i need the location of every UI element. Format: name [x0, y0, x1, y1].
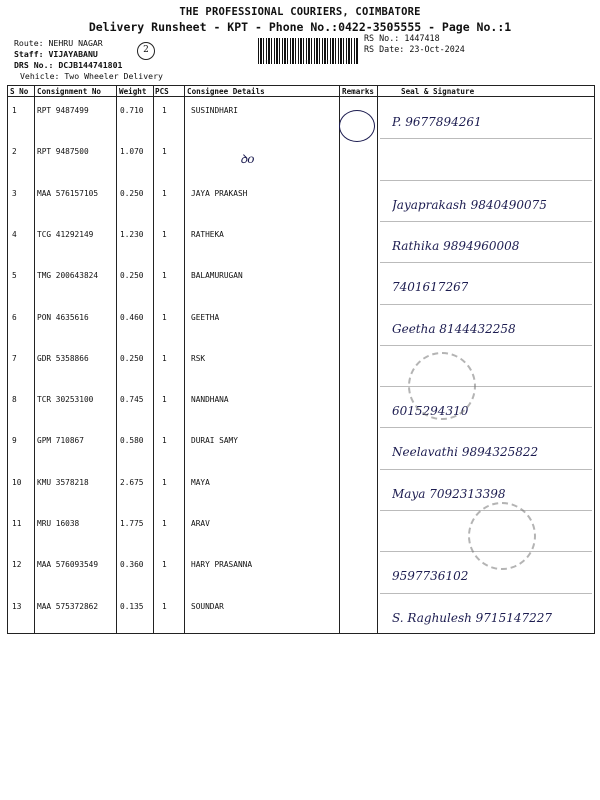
col-border	[184, 85, 185, 633]
header-seal-signature: Seal & Signature	[401, 87, 475, 96]
row-sno: 5	[12, 271, 17, 281]
rs-info	[364, 33, 465, 55]
header-weight: Weight	[119, 87, 147, 96]
route-label: Route: NEHRU NAGAR	[14, 38, 103, 48]
row-consignment-no: GPM 710867	[37, 436, 84, 446]
row-consignment-no: TCG 41292149	[37, 229, 94, 239]
row-weight: 0.360	[120, 560, 144, 570]
signature-separator	[380, 345, 592, 346]
row-sno: 1	[12, 106, 17, 115]
header-consignee: Consignee Details	[187, 87, 265, 96]
row-consignment-no: GDR 5358866	[37, 353, 89, 363]
header-remarks: Remarks	[342, 87, 375, 96]
row-consignment-no: MAA 576093549	[37, 560, 99, 570]
row-consignment-no: RPT 9487499	[37, 106, 89, 115]
signature-separator	[380, 138, 592, 139]
signature-separator	[380, 427, 592, 428]
row-sno: 9	[12, 436, 17, 446]
row-weight: 0.135	[120, 601, 144, 611]
col-border	[594, 85, 595, 633]
signature-separator	[380, 593, 592, 594]
row-consignment-no: TCR 30253100	[37, 395, 94, 405]
row-signature: Jayaprakash 9840490075	[392, 197, 547, 212]
row-sno: 10	[12, 477, 22, 487]
row-sno: 3	[12, 188, 17, 198]
header-pcs: PCS	[155, 87, 169, 96]
row-sno: 12	[12, 560, 22, 570]
table-top-border	[7, 85, 595, 86]
row-weight: 0.580	[120, 436, 144, 446]
row-consignment-no: KMU 3578218	[37, 477, 89, 487]
row-weight: 1.070	[120, 147, 144, 157]
row-weight: 0.250	[120, 188, 144, 198]
runsheet-subtitle: Delivery Runsheet - KPT - Phone No.:0422-3505555 - Page No.:1	[88, 20, 512, 34]
col-border	[153, 85, 154, 633]
row-weight: 0.710	[120, 106, 144, 115]
row-consignee: SUSINDHARI	[191, 106, 238, 115]
row-pcs: 1	[162, 147, 167, 157]
row-consignee: BALAMURUGAN	[191, 271, 243, 281]
header-sno: S No	[10, 87, 29, 96]
col-border	[7, 85, 8, 633]
drs-number: DRS No.: DCJB144741801	[14, 60, 123, 70]
row-pcs: 1	[162, 229, 167, 239]
courier-stamp	[468, 502, 536, 570]
staff-label: Staff: VIJAYABANU	[14, 49, 98, 59]
row-consignee: RSK	[191, 353, 206, 363]
row-signature: P. 9677894261	[392, 115, 482, 129]
signature-separator	[380, 469, 592, 470]
row1-remark-mark	[339, 110, 375, 142]
row-pcs: 1	[162, 477, 167, 487]
row-sno: 6	[12, 312, 17, 322]
row-consignee: GEETHA	[191, 312, 220, 322]
row-signature: Neelavathi 9894325822	[392, 445, 539, 460]
row-consignee: ARAV	[191, 519, 210, 528]
col-border	[339, 85, 340, 633]
row-weight: 2.675	[120, 477, 144, 487]
header-consignment: Consignment No	[37, 87, 102, 96]
row-consignee: HARY PRASANNA	[191, 560, 253, 570]
row-consignment-no: PON 4635616	[37, 312, 89, 322]
rs-number: RS No.: 1447418	[364, 33, 440, 43]
row-consignment-no: MRU 16038	[37, 519, 80, 528]
row-signature: 9597736102	[392, 569, 469, 584]
barcode	[258, 38, 358, 64]
row-signature: Geetha 8144432258	[392, 321, 516, 336]
circled-page-mark: 2	[137, 42, 155, 60]
row-weight: 0.250	[120, 353, 144, 363]
row-signature: 6015294310	[392, 404, 469, 419]
row-consignment-no: TMG 200643824	[37, 271, 99, 281]
row-consignment-no: RPT 9487500	[37, 147, 89, 157]
row-consignee: RATHEKA	[191, 229, 224, 239]
row-pcs: 1	[162, 560, 167, 570]
row-pcs: 1	[162, 312, 167, 322]
signature-separator	[380, 221, 592, 222]
row-consignee: JAYA PRAKASH	[191, 188, 248, 198]
row-sno: 4	[12, 229, 17, 239]
row-signature: Maya 7092313398	[392, 486, 506, 501]
row-consignee: MAYA	[191, 477, 210, 487]
row2-scribble: ꝺo	[240, 152, 255, 166]
row-consignee: NANDHANA	[191, 395, 229, 405]
row-signature: Rathika 9894960008	[392, 238, 520, 253]
table-bottom-border	[7, 633, 595, 634]
col-border	[34, 85, 35, 633]
row-pcs: 1	[162, 601, 167, 611]
row-sno: 2	[12, 147, 17, 157]
vehicle-label: Vehicle: Two Wheeler Delivery	[20, 71, 163, 81]
row-pcs: 1	[162, 395, 167, 405]
courier-stamp	[408, 352, 476, 420]
row-pcs: 1	[162, 188, 167, 198]
col-border	[116, 85, 117, 633]
row-consignment-no: MAA 575372862	[37, 601, 99, 611]
row-signature: S. Raghulesh 9715147227	[392, 610, 553, 625]
row-consignment-no: MAA 576157105	[37, 188, 99, 198]
row-weight: 0.250	[120, 271, 144, 281]
row-weight: 1.230	[120, 229, 144, 239]
rs-date: RS Date: 23-Oct-2024	[364, 44, 465, 54]
row-sno: 8	[12, 395, 17, 405]
row-pcs: 1	[162, 519, 167, 528]
row-sno: 13	[12, 601, 22, 611]
row-weight: 0.460	[120, 312, 144, 322]
signature-separator	[380, 262, 592, 263]
row-signature: 7401617267	[392, 280, 469, 295]
header-bottom-border	[7, 96, 595, 97]
row-pcs: 1	[162, 436, 167, 446]
row-sno: 7	[12, 353, 17, 363]
row-consignee: DURAI SAMY	[191, 436, 238, 446]
row-consignee: SOUNDAR	[191, 601, 224, 611]
row-pcs: 1	[162, 271, 167, 281]
row-weight: 0.745	[120, 395, 144, 405]
row-pcs: 1	[162, 106, 167, 115]
company-title: THE PROFESSIONAL COURIERS, COIMBATORE	[179, 6, 421, 18]
row-weight: 1.775	[120, 519, 144, 528]
col-border	[377, 85, 378, 633]
row-pcs: 1	[162, 353, 167, 363]
signature-separator	[380, 180, 592, 181]
row-sno: 11	[12, 519, 22, 528]
signature-separator	[380, 304, 592, 305]
